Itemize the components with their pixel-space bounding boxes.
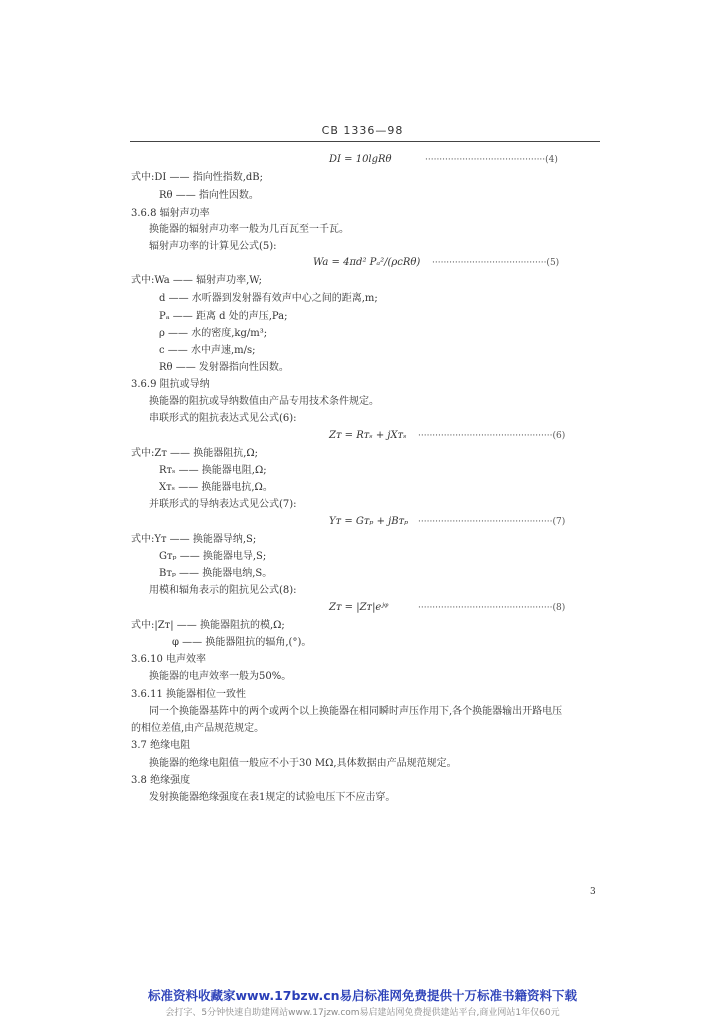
watermark-line-1: 标准资料收藏家www.17bzw.cn易启标准网免费提供十万标准书籍资料下载	[147, 988, 578, 1003]
text-line: 式中:|Zᴛ| —— 换能器阻抗的模,Ω;	[131, 620, 285, 631]
text-line: 辐射声功率的计算见公式(5):	[149, 241, 277, 252]
text-line: 串联形式的阻抗表达式见公式(6):	[149, 413, 297, 424]
header-rule	[130, 141, 600, 142]
text-line: 换能器的电声效率一般为50%。	[149, 671, 292, 682]
section-heading-3-7: 3.7 绝缘电阻	[131, 740, 191, 751]
text-line: Gᴛₚ —— 换能器电导,S;	[159, 551, 267, 562]
section-heading-3-6-8: 3.6.8 辐射声功率	[131, 208, 210, 219]
text-line: 换能器的阻抗或导纳数值由产品专用技术条件规定。	[149, 396, 379, 407]
text-line: 换能器的绝缘电阻值一般应不小于30 MΩ,具体数据由产品规范规定。	[149, 758, 457, 769]
text-line: 式中:Zᴛ —— 换能器阻抗,Ω;	[131, 448, 259, 459]
text-line: Rθ —— 指向性因数。	[159, 190, 259, 201]
formula-5: Wa = 4πd² Pₐ²/(ρcRθ)	[313, 257, 421, 268]
section-heading-3-6-11: 3.6.11 换能器相位一致性	[131, 689, 246, 700]
text-line: φ —— 换能器阻抗的辐角,(°)。	[172, 637, 312, 648]
text-line: 式中:DI —— 指向性指数,dB;	[131, 172, 263, 183]
section-heading-3-6-10: 3.6.10 电声效率	[131, 654, 206, 665]
equation-number-6: ···············································(6)	[418, 431, 566, 441]
section-heading-3-8: 3.8 绝缘强度	[131, 775, 191, 786]
equation-number-4: ··········································(4)	[425, 155, 558, 165]
text-line: 式中:Wa —— 辐射声功率,W;	[131, 275, 263, 286]
text-line: ρ —— 水的密度,kg/m³;	[159, 328, 268, 339]
section-heading-3-6-9: 3.6.9 阻抗或导纳	[131, 379, 210, 390]
text-line: 的相位差值,由产品规范规定。	[131, 723, 265, 734]
equation-number-8: ···············································(8)	[418, 603, 566, 613]
watermark-line-2: 会打字、5分钟快速自助建网站www.17jzw.com易启建站网免费提供建站平台,商业网站1年仅60元	[165, 1008, 560, 1018]
text-line: 换能器的辐射声功率一般为几百瓦至一千瓦。	[149, 224, 349, 235]
equation-number-7: ···············································(7)	[418, 517, 566, 527]
text-line: Pₐ —— 距离 d 处的声压,Pa;	[159, 311, 288, 322]
text-line: Rθ —— 发射器指向性因数。	[159, 362, 289, 373]
text-line: 用模和辐角表示的阻抗见公式(8):	[149, 585, 297, 596]
formula-8: Zᴛ = |Zᴛ|eʲᵠ	[329, 602, 389, 613]
text-line: Xᴛₛ —— 换能器电抗,Ω。	[159, 482, 273, 493]
formula-6: Zᴛ = Rᴛₛ + jXᴛₛ	[329, 430, 407, 441]
formula-4: DI = 10lgRθ	[329, 154, 392, 165]
text-line: d —— 水听器到发射器有效声中心之间的距离,m;	[159, 293, 378, 304]
text-line: Rᴛₛ —— 换能器电阻,Ω;	[159, 465, 267, 476]
text-line: 式中:Yᴛ —— 换能器导纳,S;	[131, 534, 257, 545]
text-line: 发射换能器绝缘强度在表1规定的试验电压下不应击穿。	[149, 792, 396, 803]
equation-number-5: ········································(5)	[432, 258, 560, 268]
text-line: c —— 水中声速,m/s;	[159, 345, 256, 356]
standard-code-header: CB 1336—98	[321, 124, 404, 137]
text-line: 同一个换能器基阵中的两个或两个以上换能器在相同瞬时声压作用下,各个换能器输出开路电压	[149, 706, 563, 717]
text-line: 并联形式的导纳表达式见公式(7):	[149, 499, 297, 510]
text-line: Bᴛₚ —— 换能器电纳,S。	[159, 568, 273, 579]
page-number: 3	[590, 887, 596, 897]
formula-7: Yᴛ = Gᴛₚ + jBᴛₚ	[329, 516, 409, 527]
